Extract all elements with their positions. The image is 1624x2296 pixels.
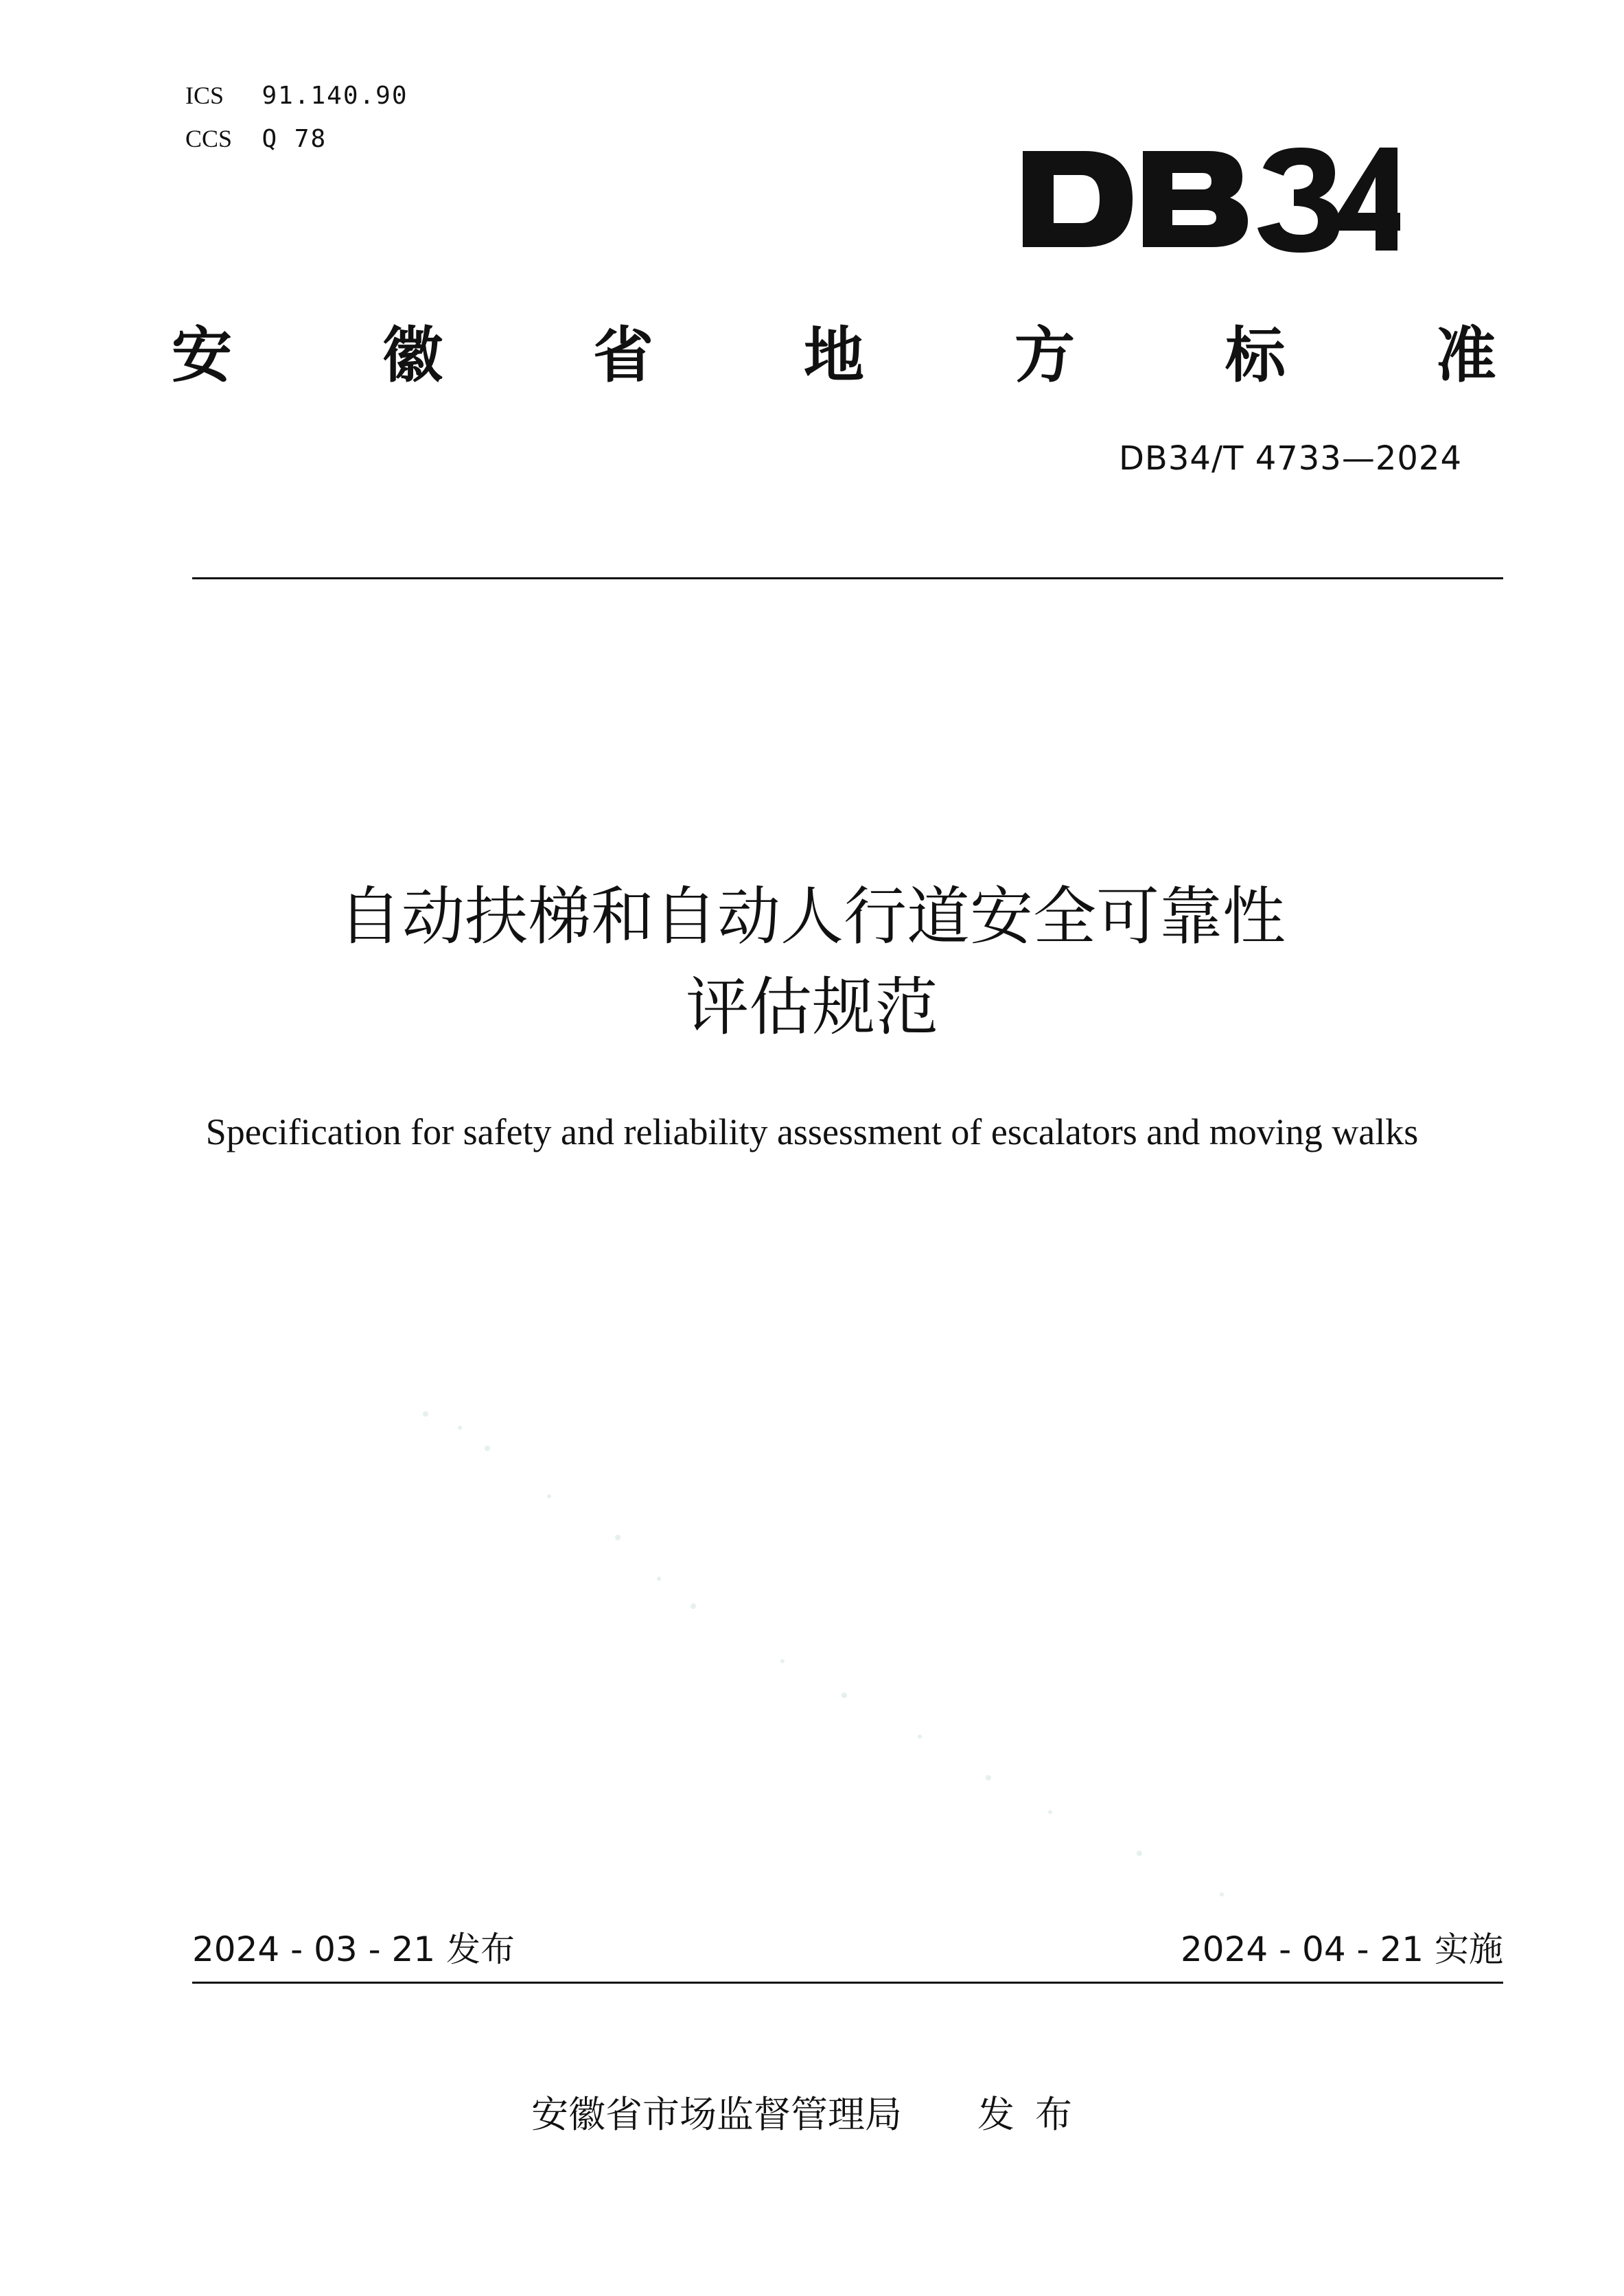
- standard-type-char: 安: [172, 320, 233, 391]
- publisher-line: [0, 2085, 1624, 2138]
- classification-codes: [185, 74, 408, 161]
- publisher-issued: 发布: [977, 2093, 1093, 2136]
- publisher-name: 安徽省市场监督管理局: [531, 2093, 902, 2136]
- standard-type-char: 徽: [382, 320, 443, 391]
- standard-type-char: 省: [592, 320, 653, 391]
- ics-value: 91.140.90: [262, 82, 408, 110]
- chinese-title-line-2: 评估规范: [685, 971, 938, 1044]
- ccs-value: Q 78: [262, 125, 327, 153]
- ics-code: [185, 74, 408, 117]
- ccs-label: CCS: [185, 125, 233, 152]
- chinese-title: [0, 872, 1624, 1053]
- release-date: 2024 - 03 - 21 发布: [192, 1929, 515, 1969]
- standard-number: DB34/T 4733—2024: [1118, 439, 1462, 478]
- top-divider: [192, 577, 1503, 579]
- db34-logo: [1016, 137, 1400, 261]
- db34-logo-graphic: [1016, 137, 1400, 261]
- faint-watermark: [398, 1373, 1290, 1922]
- chinese-title-line-1: 自动扶梯和自动人行道安全可靠性: [338, 880, 1286, 953]
- standard-type-char: 方: [1014, 320, 1075, 391]
- standard-type-char: 准: [1435, 320, 1496, 391]
- standard-type-char: 地: [803, 320, 864, 391]
- ics-label: ICS: [185, 82, 224, 109]
- standard-type-heading: [172, 308, 1496, 394]
- date-row: [192, 1922, 1503, 1971]
- bottom-divider: [192, 1982, 1503, 1984]
- ccs-code: [185, 117, 408, 161]
- standard-type-char: 标: [1225, 320, 1286, 391]
- english-title: Specification for safety and reliability assessment of escalators and moving walks: [205, 1111, 1419, 1152]
- implementation-date: 2024 - 04 - 21 实施: [1180, 1929, 1503, 1969]
